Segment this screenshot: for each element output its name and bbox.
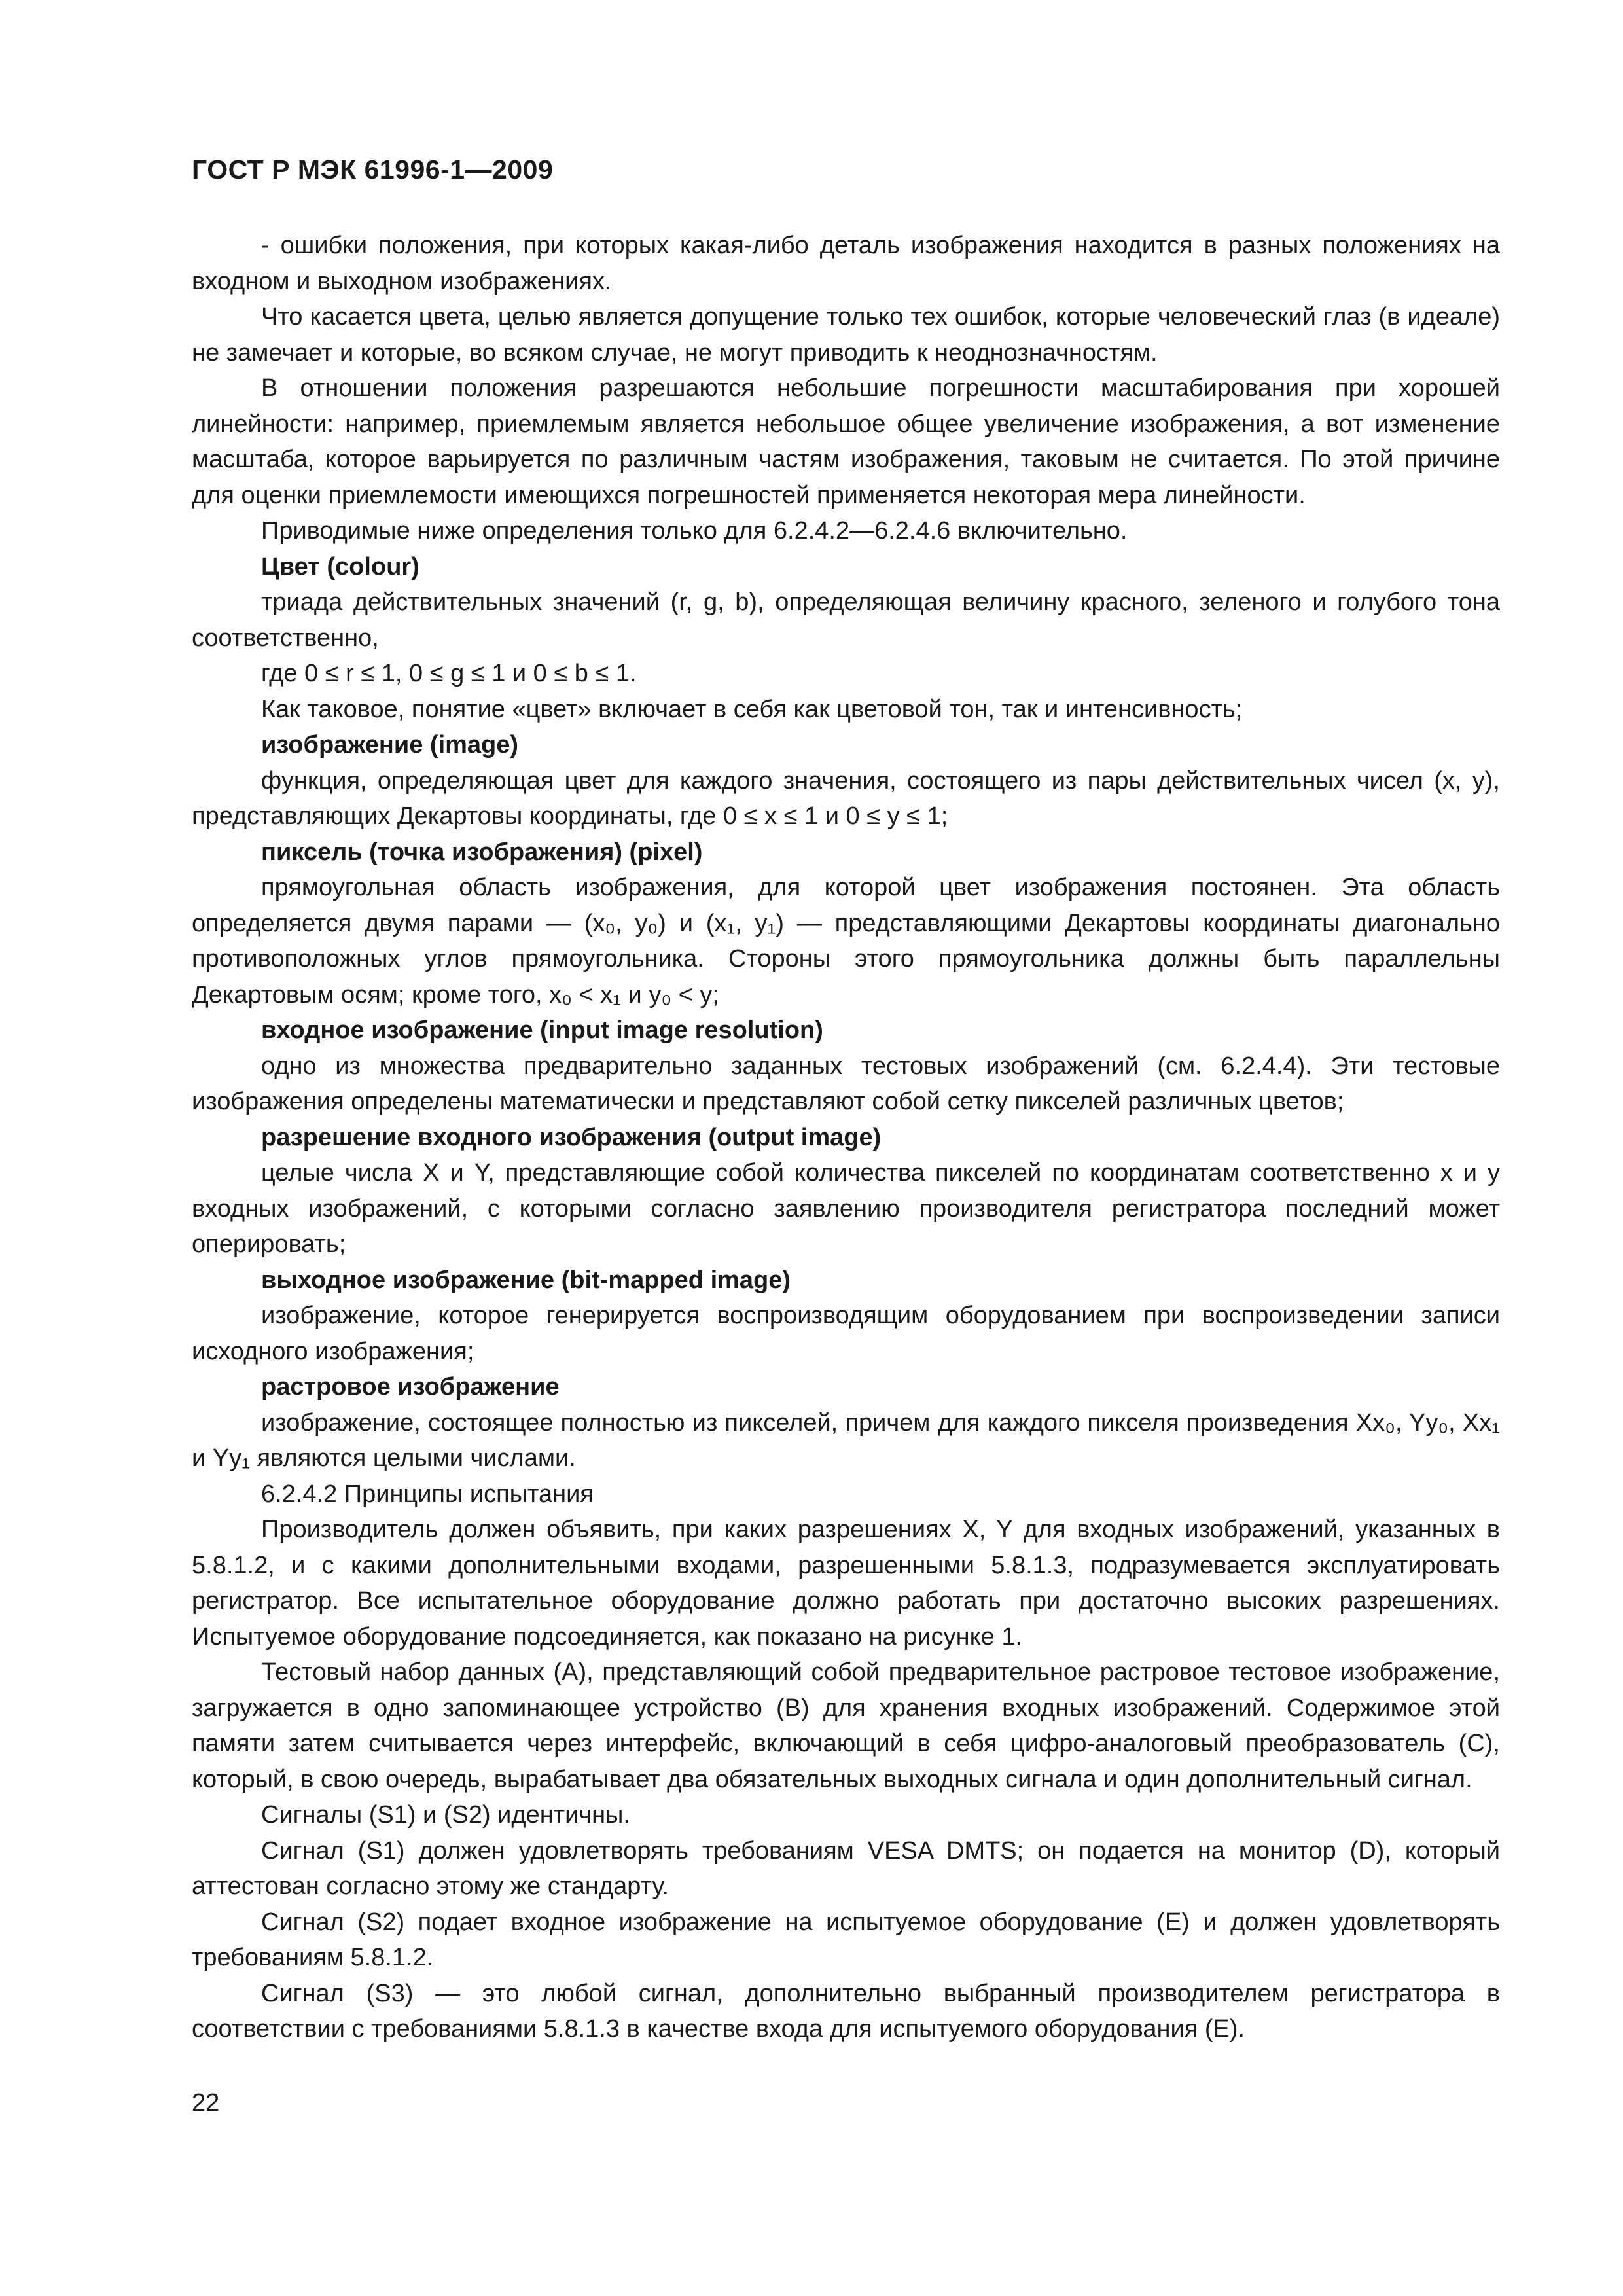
paragraph: Сигнал (S3) — это любой сигнал, дополнительно выбранный производителем регистратора в соответствии с требованиями 5.8.1.3 в качестве входа для испытуемого оборудования (E). (192, 1979, 1500, 2043)
paragraph: целые числа X и Y, представляющие собой количества пикселей по координатам соответственно x и y входных изображений, с которыми согласно заявлению производителя регистратора последний может оперировать; (192, 1159, 1500, 1258)
section-heading: 6.2.4.2 Принципы испытания (261, 1480, 594, 1508)
paragraph: изображение, состоящее полностью из пикселей, причем для каждого пикселя произведения Xx₀, Yy₀, Xx₁ и Yy₁ являются целыми числами. (192, 1408, 1500, 1472)
paragraph: Как таковое, понятие «цвет» включает в себя как цветовой тон, так и интенсивность; (261, 695, 1243, 723)
paragraph: Сигналы (S1) и (S2) идентичны. (261, 1801, 630, 1829)
document-body (192, 228, 1500, 2047)
term-heading: выходное изображение (bit-mapped image) (261, 1266, 791, 1294)
paragraph: триада действительных значений (r, g, b), определяющая величину красного, зеленого и голубого тона соответственно, (192, 588, 1500, 652)
term-heading: пиксель (точка изображения) (pixel) (261, 838, 703, 866)
paragraph: где 0 ≤ r ≤ 1, 0 ≤ g ≤ 1 и 0 ≤ b ≤ 1. (261, 660, 637, 687)
term-heading: входное изображение (input image resolution) (261, 1016, 823, 1044)
paragraph: Приводимые ниже определения только для 6.2.4.2—6.2.4.6 включительно. (261, 517, 1128, 545)
paragraph: прямоугольная область изображения, для которой цвет изображения постоянен. Эта область определяется двумя парами — (x₀, y₀) и (x₁, y₁) — представляющими Декартовы координаты диагонально противоположных углов прямоугольника. Стороны этого прямоугольника должны быть параллельны Декартовым осям; кроме того, x₀ < x₁ и y₀ < y; (192, 874, 1500, 1009)
paragraph: одно из множества предварительно заданных тестовых изображений (см. 6.2.4.4). Эти тестовые изображения определены математически и представляют собой сетку пикселей различных цветов; (192, 1052, 1500, 1115)
term-heading: растровое изображение (261, 1373, 560, 1401)
term-heading: разрешение входного изображения (output image) (261, 1123, 882, 1151)
paragraph: - ошибки положения, при которых какая-либо деталь изображения находится в разных положениях на входном и выходном изображениях. (192, 232, 1500, 295)
paragraph: В отношении положения разрешаются небольшие погрешности масштабирования при хорошей линейности: например, приемлемым является небольшое общее увеличение изображения, а вот изменение масштаба, которое варьируется по различным частям изображения, таковым не считается. По этой причине для оценки приемлемости имеющихся погрешностей применяется некоторая мера линейности. (192, 374, 1500, 509)
document-header: ГОСТ Р МЭК 61996-1—2009 (192, 154, 554, 185)
paragraph: Производитель должен объявить, при каких разрешениях X, Y для входных изображений, указанных в 5.8.1.2, и с какими дополнительными входами, разрешенными 5.8.1.3, подразумевается эксплуатировать регистратор. Все испытательное оборудование должно работать при достаточно высоких разрешениях. Испытуемое оборудование подсоединяется, как показано на рисунке 1. (192, 1516, 1500, 1651)
paragraph: функция, определяющая цвет для каждого значения, состоящего из пары действительных чисел (x, y), представляющих Декартовы координаты, где 0 ≤ x ≤ 1 и 0 ≤ y ≤ 1; (192, 766, 1500, 830)
term-heading: Цвет (colour) (261, 552, 419, 581)
page-number: 22 (192, 2089, 220, 2117)
paragraph: Тестовый набор данных (A), представляющий собой предварительное растровое тестовое изображение, загружается в одно запоминающее устройство (B) для хранения входных изображений. Содержимое этой памяти затем считывается через интерфейс, включающий в себя цифро-аналоговый преобразователь (C), который, в свою очередь, вырабатывает два обязательных выходных сигнала и один дополнительный сигнал. (192, 1659, 1500, 1793)
paragraph: Что касается цвета, целью является допущение только тех ошибок, которые человеческий глаз (в идеале) не замечает и которые, во всяком случае, не могут приводить к неоднозначностям. (192, 303, 1500, 367)
paragraph: Сигнал (S1) должен удовлетворять требованиям VESA DMTS; он подается на монитор (D), который аттестован согласно этому же стандарту. (192, 1837, 1500, 1900)
term-heading: изображение (image) (261, 731, 519, 759)
paragraph: изображение, которое генерируется воспроизводящим оборудованием при воспроизведении записи исходного изображения; (192, 1302, 1500, 1365)
paragraph: Сигнал (S2) подает входное изображение на испытуемое оборудование (E) и должен удовлетворять требованиям 5.8.1.2. (192, 1908, 1500, 1971)
